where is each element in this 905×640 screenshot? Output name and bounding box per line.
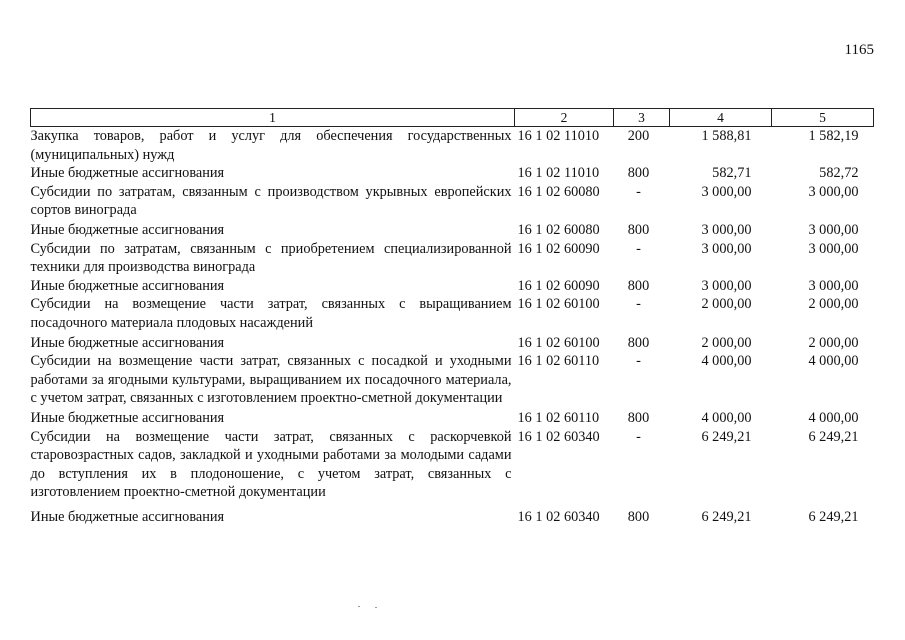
target-article-code: 16 1 02 60080 xyxy=(517,221,600,238)
target-article-code: 16 1 02 60340 xyxy=(517,508,600,525)
expense-type-code: - xyxy=(636,428,641,445)
amount-col-5: 3 000,00 xyxy=(808,240,859,257)
page-number: 1165 xyxy=(844,42,874,58)
expense-type-code: - xyxy=(636,183,641,200)
target-article-code: 16 1 02 60090 xyxy=(517,277,600,294)
amount-col-4: 3 000,00 xyxy=(701,277,752,294)
target-article-code: 16 1 02 11010 xyxy=(517,128,600,144)
table-row xyxy=(31,428,874,502)
expense-name: Закупка товаров, работ и услуг для обеспечения государственных (муниципальных) нужд xyxy=(30,128,512,163)
expense-name: Субсидии на возмещение части затрат, связанных с раскорчевкой старовозрастных садов, закладкой и уходными работами за молодыми садами до вступления их в плодоношение, с учетом затрат, связанных с изготовлением проектно-сметной документации xyxy=(30,428,512,501)
expense-type-code: 200 xyxy=(627,128,650,144)
amount-col-4: 4 000,00 xyxy=(701,353,752,370)
table-row xyxy=(31,502,874,527)
expense-name: Субсидии по затратам, связанным с приобретением специализированной техники для производства винограда xyxy=(30,240,512,276)
table-body xyxy=(31,127,874,527)
amount-col-4: 3 000,00 xyxy=(701,240,752,257)
table-header xyxy=(31,109,874,127)
amount-col-5: 582,72 xyxy=(819,165,859,182)
header-col-4: 4 xyxy=(670,109,772,127)
expense-type-code: - xyxy=(636,353,641,370)
header-row xyxy=(31,109,874,127)
expense-type-code: - xyxy=(636,240,641,257)
amount-col-4: 6 249,21 xyxy=(701,428,752,445)
expense-type-code: 800 xyxy=(627,221,650,238)
target-article-code: 16 1 02 60100 xyxy=(517,334,600,351)
amount-col-5: 6 249,21 xyxy=(808,428,859,445)
amount-col-4: 582,71 xyxy=(712,165,752,182)
expense-name: Субсидии по затратам, связанным с производством укрывных европейских сортов винограда xyxy=(30,183,512,219)
amount-col-4: 2 000,00 xyxy=(701,296,752,313)
expense-type-code: 800 xyxy=(627,334,650,351)
table-row xyxy=(31,408,874,428)
target-article-code: 16 1 02 60110 xyxy=(517,409,600,426)
expense-name: Иные бюджетные ассигнования xyxy=(30,409,225,426)
expense-type-code: 800 xyxy=(627,165,650,182)
header-col-5: 5 xyxy=(772,109,874,127)
table-row xyxy=(31,164,874,183)
target-article-code: 16 1 02 11010 xyxy=(517,165,600,182)
header-col-1: 1 xyxy=(31,109,515,127)
amount-col-4: 1 588,81 xyxy=(701,128,752,144)
header-col-2: 2 xyxy=(515,109,614,127)
amount-col-5: 1 582,19 xyxy=(808,128,859,144)
target-article-code: 16 1 02 60080 xyxy=(517,183,600,200)
expense-name: Субсидии на возмещение части затрат, связанных с посадкой и уходными работами за ягодными культурами, выращиванием их посадочного материала, с учетом затрат, связанных с изготовлением проектно-сметной документации xyxy=(30,353,512,407)
scan-artifact xyxy=(375,607,377,608)
expense-name: Иные бюджетные ассигнования xyxy=(30,508,225,525)
budget-table xyxy=(30,108,874,526)
target-article-code: 16 1 02 60090 xyxy=(517,240,600,257)
expense-type-code: 800 xyxy=(627,277,650,294)
amount-col-5: 2 000,00 xyxy=(808,334,859,351)
expense-name: Субсидии на возмещение части затрат, связанных с выращиванием посадочного материала плодовых насаждений xyxy=(30,296,512,331)
expense-name: Иные бюджетные ассигнования xyxy=(30,277,225,294)
table-row xyxy=(31,240,874,277)
table-row xyxy=(31,183,874,220)
expense-name: Иные бюджетные ассигнования xyxy=(30,334,225,351)
expense-type-code: - xyxy=(636,296,641,313)
expense-name: Иные бюджетные ассигнования xyxy=(30,221,225,238)
table-row xyxy=(31,220,874,240)
amount-col-5: 6 249,21 xyxy=(808,508,859,525)
amount-col-5: 3 000,00 xyxy=(808,221,859,238)
scan-artifact xyxy=(358,606,360,607)
target-article-code: 16 1 02 60340 xyxy=(517,428,600,445)
amount-col-4: 3 000,00 xyxy=(701,221,752,238)
amount-col-5: 3 000,00 xyxy=(808,183,859,200)
table-row xyxy=(31,352,874,408)
expense-name: Иные бюджетные ассигнования xyxy=(30,165,225,182)
table-row xyxy=(31,277,874,296)
table-row xyxy=(31,295,874,332)
amount-col-4: 3 000,00 xyxy=(701,183,752,200)
amount-col-4: 4 000,00 xyxy=(701,409,752,426)
amount-col-5: 3 000,00 xyxy=(808,277,859,294)
table-row xyxy=(31,127,874,165)
amount-col-4: 6 249,21 xyxy=(701,508,752,525)
amount-col-5: 2 000,00 xyxy=(808,296,859,313)
table-row xyxy=(31,333,874,353)
header-col-3: 3 xyxy=(614,109,670,127)
expense-type-code: 800 xyxy=(627,508,650,525)
amount-col-4: 2 000,00 xyxy=(701,334,752,351)
target-article-code: 16 1 02 60110 xyxy=(517,353,600,370)
amount-col-5: 4 000,00 xyxy=(808,409,859,426)
target-article-code: 16 1 02 60100 xyxy=(517,296,600,313)
amount-col-5: 4 000,00 xyxy=(808,353,859,370)
expense-type-code: 800 xyxy=(627,409,650,426)
